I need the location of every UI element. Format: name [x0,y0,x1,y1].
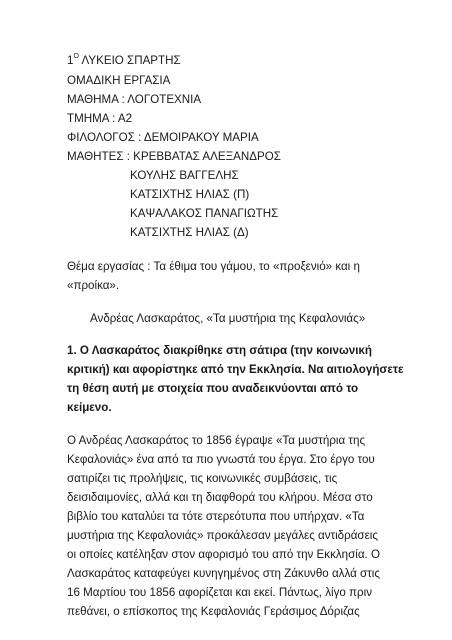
teacher: ΦΙΛΟΛΟΓΟΣ : ΔΕΜΟΙΡΑΚΟΥ ΜΑΡΙΑ [67,131,259,144]
work-type: ΟΜΑΔΙΚΗ ΕΡΓΑΣΙΑ [67,74,171,87]
class: ΤΜΗΜΑ : Α2 [67,112,133,125]
question-line: 1. Ο Λασκαράτος διακρίθηκε στη σάτιρα (την κοινωνική [67,344,372,357]
question-line: κείμενο. [67,401,112,414]
answer-line: Ο Ανδρέας Λασκαράτος το 1856 έγραψε «Τα μυστήρια της [67,434,366,447]
student-name: ΚΑΤΣΙΧΤΗΣ ΗΛΙΑΣ (Δ) [130,226,249,239]
answer-line: οι οποίες κατέληξαν στον αφορισμό του από την Εκκλησία. Ο [67,548,381,561]
answer-line: μυστήρια της Κεφαλονιάς» προκάλεσαν μεγάλες αντιδράσεις [67,529,378,542]
topic-line: Θέμα εργασίας : Τα έθιμα του γάμου, το «προξενιό» και η [67,260,360,273]
answer-line: Λασκαράτος καταφεύγει κυνηγημένος στη Ζάκυνθο αλλά στις [67,567,380,580]
students-label: ΜΑΘΗΤΕΣ : ΚΡΕΒΒΑΤΑΣ ΑΛΕΞΑΝΔΡΟΣ [67,150,281,163]
school-name: $1^O$ ΛΥΚΕΙΟ ΣΠΑΡΤΗΣ [67,53,181,67]
answer-line: πεθάνει, ο επίσκοπος της Κεφαλονιάς Γεράσιμος Δόριζας [67,605,360,618]
answer-line: δεισιδαιμονίες, αλλά και τη διαφθορά του κλήρου. Μέσα στο [67,491,373,504]
answer-line: 16 Μαρτίου του 1856 αφορίζεται και εκεί. Πάντως, λίγο πριν [67,586,373,599]
answer-line: βιβλίο του καταλύει τα τότε στερεότυπα που υπήρχαν. «Τα [67,510,365,523]
student-name: ΚΑΨΑΛΑΚΟΣ ΠΑΝΑΓΙΩΤΗΣ [130,207,279,220]
work-title: Ανδρέας Λασκαράτος, «Τα μυστήρια της Κεφαλονιάς» [90,312,366,325]
topic-line: «προίκα». [67,279,120,292]
question-line: κριτική) και αφορίστηκε από την Εκκλησία. Να αιτιολογήσετε [67,363,404,376]
subject: ΜΑΘΗΜΑ : ΛΟΓΟΤΕΧΝΙΑ [67,93,202,106]
student-name: ΚΑΤΣΙΧΤΗΣ ΗΛΙΑΣ (Π) [130,188,250,201]
question-line: τη θέση αυτή με στοιχεία που αναδεικνύονται από το [67,382,359,395]
answer-line: Κεφαλονιάς» ένα από τα πιο γνωστά του έργα. Στο έργο του [67,453,375,466]
answer-line: σατιρίζει τις προλήψεις, τις κοινωνικές συμβάσεις, τις [67,472,338,485]
student-name: ΚΟΥΛΗΣ ΒΑΓΓΕΛΗΣ [130,169,239,182]
